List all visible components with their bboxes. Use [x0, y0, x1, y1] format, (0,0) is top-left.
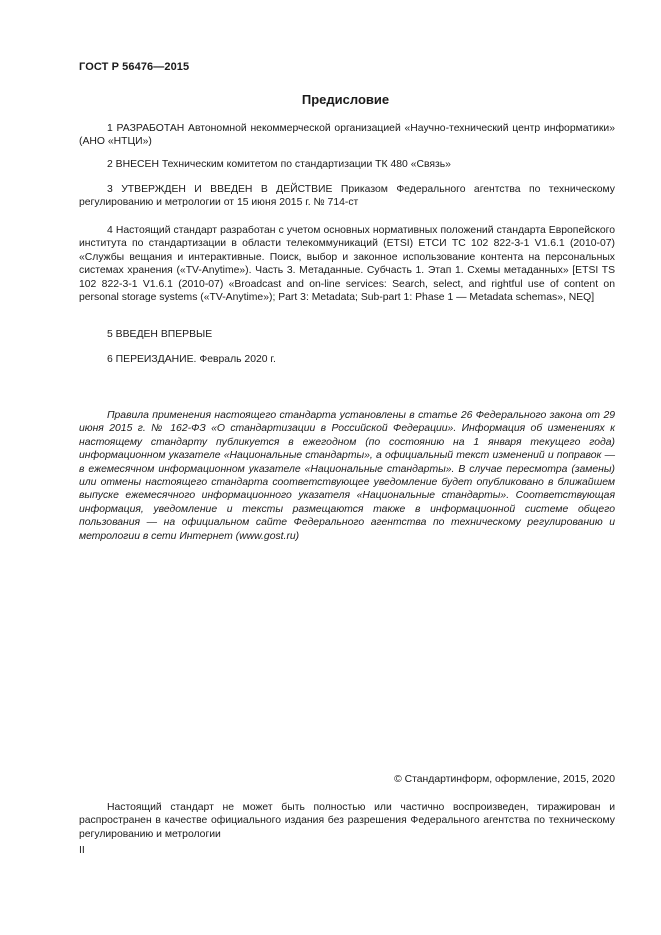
- paragraph: 3 УТВЕРЖДЕН И ВВЕДЕН В ДЕЙСТВИЕ Приказом Федерального агентства по техническому регулированию и метрологии от 15 июня 2015 г. № 714-ст: [79, 184, 615, 209]
- paragraph: 2 ВНЕСЕН Техническим комитетом по стандартизации ТК 480 «Связь»: [107, 159, 451, 170]
- foreword-item-6: [79, 353, 615, 366]
- foreword-item-2: [79, 158, 615, 171]
- reproduction-text: Настоящий стандарт не может быть полностью или частично воспроизведен, тиражирован и распространен в качестве официального издания без разрешения Федерального агентства по техническому регулированию и метрологии: [79, 802, 615, 840]
- application-rules-notice: [79, 409, 615, 543]
- reproduction-notice: [79, 801, 615, 841]
- foreword-item-4: [79, 224, 615, 304]
- notice-text: Правила применения настоящего стандарта установлены в статье 26 Федерального закона от 29 июня 2015 г. № 162-ФЗ «О стандартизации в Российской Федерации». Информация об изменениях к настоящему стандарту публикуется в ежегодном (по состоянию на 1 января текущего года) информационном указателе «Национальные стандарты», а официальный текст изменений и поправок — в ежемесячном информационном указателе «Национальные стандарты». В случае пересмотра (замены) или отмены настоящего стандарта соответствующее уведомление будет опубликовано в ближайшем выпуске ежемесячного информационного указателя «Национальные стандарты». Соответствующая информация, уведомление и тексты размещаются также в информационной системе общего пользования — на официальном сайте Федерального агентства по техническому регулированию и метрологии в сети Интернет (www.gost.ru): [79, 410, 615, 542]
- foreword-item-3: [79, 183, 615, 210]
- paragraph: 4 Настоящий стандарт разработан с учетом основных нормативных положений стандарта Европейского института по стандартизации в области телекоммуникаций (ETSI) ЕТСИ ТС 102 822-3-1 V1.6.1 (2010-07) «Службы вещания и интерактивные. Поиск, выбор и законное использование контента на персональных системах хранения («TV-Anytime»). Часть 3. Метаданные. Субчасть 1. Этап 1. Схемы метаданных» [ETSI TS 102 822-3-1 V1.6.1 (2010-07) «Broadcast and on-line services: Search, select, and rightful use of content on personal storage systems («TV-Anytime»); Part 3: Metadata; Sub-part 1: Phase 1 — Metadata schemas», NEQ]: [79, 225, 615, 304]
- paragraph: 1 РАЗРАБОТАН Автономной некоммерческой организацией «Научно-технический центр информатики» (АНО «НТЦИ»): [79, 123, 615, 148]
- standard-code: ГОСТ Р 56476—2015: [79, 61, 190, 73]
- paragraph: 6 ПЕРЕИЗДАНИЕ. Февраль 2020 г.: [107, 354, 276, 365]
- page-number: II: [79, 845, 85, 856]
- paragraph: 5 ВВЕДЕН ВПЕРВЫЕ: [107, 329, 213, 340]
- page-title: Предисловие: [301, 92, 390, 107]
- copyright-line: © Стандартинформ, оформление, 2015, 2020: [394, 774, 615, 785]
- foreword-item-5: [79, 328, 615, 341]
- foreword-item-1: [79, 122, 615, 149]
